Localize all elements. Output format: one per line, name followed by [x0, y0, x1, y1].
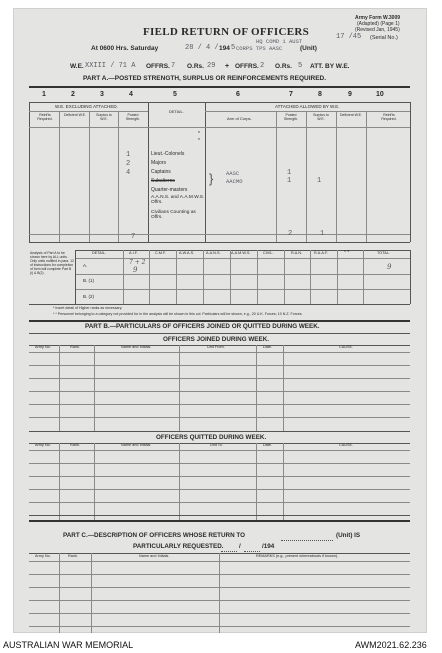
at-line-prefix: At 0600 Hrs. Saturday: [91, 45, 159, 52]
brace: }: [209, 171, 214, 186]
posted-majors: 2: [126, 160, 131, 168]
joined-hdr-unit-from: Unit From.: [207, 345, 225, 349]
footer-left: AUSTRALIAN WAR MEMORIAL: [3, 640, 134, 650]
analysis-label: Analysis of Part A to be shown here by ALL units. Only units notified in para. 12 of instructions for completion of form will complete Part B (i) & B(2).: [30, 251, 74, 276]
ors2-value: 5: [298, 62, 303, 70]
ors-label: O.Rs.: [187, 63, 204, 70]
part-c-title-1: PART C.—DESCRIPTION OF OFFICERS WHOSE RETURN TO: [63, 532, 246, 539]
unit-typed-1: HQ COMD 1 AUST: [256, 38, 303, 45]
total-surplus-att: 1: [320, 230, 325, 238]
part-c-unit-label: (Unit) IS: [336, 532, 361, 539]
hdr-deficient-right: Deficient W.E.: [340, 113, 362, 117]
offrs-label: OFFRS.: [146, 63, 170, 70]
posted-lt-col: 1: [126, 151, 131, 159]
joined-title: OFFICERS JOINED DURING WEEK.: [163, 336, 270, 343]
detail-aans: A.A.N.S. and A.A.M.W.S. Offrs.: [151, 195, 205, 205]
an-hdr-raaf: R.A.A.F.: [314, 251, 328, 255]
detail-marker-1: *: [198, 131, 200, 137]
unit-label: (Unit): [300, 45, 317, 52]
joined-hdr-date: Date.: [263, 345, 273, 349]
hdr-arm: Arm of Corps.: [227, 116, 252, 121]
total-posted-left: 7: [131, 233, 136, 241]
joined-hdr-rank: Rank.: [70, 345, 80, 349]
col-num-2: 2: [71, 91, 75, 98]
quitted-title: OFFICERS QUITTED DURING WEEK.: [156, 434, 267, 441]
arm-aasc: AASC: [226, 170, 240, 177]
note-higher-ranks: * Insert detail of Higher ranks as necessary.: [53, 306, 123, 310]
col-num-7: 7: [289, 91, 293, 98]
serial-label: (Serial No.): [370, 35, 398, 41]
hdr-posted-left: Posted Strength.: [125, 113, 141, 121]
an-hdr-detail: DETAIL.: [92, 251, 107, 255]
detail-qm: Quarter-masters: [151, 187, 188, 193]
at-line-year: 5: [231, 44, 236, 52]
detail-civilians: Civilians Counting as Offrs.: [151, 210, 196, 220]
detail-captains: Captains: [151, 169, 171, 175]
hdr-detail: DETAIL.: [169, 109, 184, 114]
hdr-reinf-right: Reinf'ts Required.: [381, 113, 397, 121]
hdr-surplus-left: Surplus to W.E.: [96, 113, 112, 121]
ors2-label: O.Rs.: [275, 63, 292, 70]
joined-hdr-cause: CAUSE.: [339, 345, 354, 349]
offrs2-label: OFFRS.: [235, 63, 259, 70]
an-hdr-ran: R.A.N.: [291, 251, 303, 255]
part-c-year: /194: [262, 543, 275, 550]
offrs2-value: 2: [260, 62, 265, 70]
col-num-1: 1: [42, 91, 46, 98]
form-adapted: (Adapted) (Page 1): [357, 21, 400, 27]
quitted-hdr-name: Name and Initials.: [121, 443, 152, 447]
plus-sign: +: [225, 63, 230, 70]
an-hdr-aans: A.A.N.S.: [206, 251, 221, 255]
we-typed: XXIII / 71 A: [85, 62, 136, 70]
att-label: ATT. BY W.E.: [310, 63, 350, 70]
col-num-10: 10: [376, 91, 384, 98]
col-num-6: 6: [236, 91, 240, 98]
form-number: Army Form W.3009: [355, 15, 401, 21]
partc-hdr-name: Name and Initials.: [139, 554, 170, 558]
att-posted-2: 1: [287, 177, 292, 185]
att-surplus: 1: [317, 177, 322, 185]
col-num-9: 9: [348, 91, 352, 98]
an-row-b1: B. (1): [83, 278, 95, 283]
total-posted-att: 2: [288, 230, 293, 238]
quitted-hdr-army-no: Army No.: [35, 443, 51, 447]
quitted-hdr-unit-to: Unit To.: [210, 443, 223, 447]
quitted-hdr-cause: CAUSE.: [339, 443, 354, 447]
arm-aacmo: AACMO: [226, 178, 243, 185]
an-aif-a2: 9: [133, 266, 138, 274]
col-num-5: 5: [173, 91, 177, 98]
an-aif-a1: 7 + 2: [129, 259, 146, 266]
partc-hdr-rank: Rank.: [68, 554, 78, 558]
an-hdr-awas: A.W.A.S.: [179, 251, 195, 255]
quitted-hdr-rank: Rank.: [70, 443, 80, 447]
an-row-a: A.: [83, 263, 88, 268]
att-posted-1: 1: [287, 169, 292, 177]
hdr-deficient-left: Deficient W.E.: [64, 113, 86, 117]
note-other-category: * * Personnel belonging to a category not provided for in the analysis will be shown in this col. Particulars will be shown, e.g., 20 U.K. Forces; 10 N.Z. Forces.: [53, 312, 303, 316]
form-title: FIELD RETURN OF OFFICERS: [143, 26, 310, 38]
part-c-date-sep: /: [239, 543, 241, 550]
joined-hdr-army-no: Army No.: [35, 345, 51, 349]
part-b-title: PART B.—PARTICULARS OF OFFICERS JOINED OR QUITTED DURING WEEK.: [85, 323, 320, 330]
col-num-3: 3: [100, 91, 104, 98]
an-total-a: 9: [387, 263, 392, 271]
group-left-header: W.E. EXCLUDING ATTACHED.: [55, 104, 118, 109]
col-num-8: 8: [318, 91, 322, 98]
at-line-year-prefix: 194: [219, 45, 230, 52]
we-label: W.E.: [70, 63, 84, 70]
detail-subalterns: Subalterns: [151, 178, 175, 184]
hdr-posted-right: Posted Strength.: [283, 113, 299, 121]
detail-majors: Majors: [151, 160, 167, 166]
an-hdr-aif: A.I.F.: [129, 251, 138, 255]
ors-value: 29: [207, 62, 216, 70]
an-hdr-total: TOTAL.: [377, 251, 390, 255]
serial-value: 17 /45: [336, 33, 362, 41]
posted-captains: 4: [126, 169, 131, 177]
form-sheet: [13, 8, 427, 633]
part-a-title: PART A.—POSTED STRENGTH, SURPLUS OR REINFORCEMENTS REQUIRED.: [83, 75, 327, 82]
part-c-title-2: PARTICULARLY REQUESTED.: [133, 543, 224, 550]
detail-lt-col: Lieut.-Colonels: [151, 151, 185, 157]
group-right-header: ATTACHED ALLOWED BY W.E.: [275, 104, 340, 109]
an-hdr-civil: CIVIL.: [263, 251, 274, 255]
at-line-date: 28 / 4 /: [185, 44, 219, 52]
an-hdr-aamws: A.A.M.W.S.: [231, 251, 251, 255]
joined-hdr-name: Name and Initials.: [121, 345, 152, 349]
an-row-b2: B. (2): [83, 294, 95, 299]
hdr-surplus-right: Surplus to W.E.: [313, 113, 329, 121]
unit-typed-2: CORPS TPS AASC: [236, 45, 283, 52]
an-hdr-cmf: C.M.F.: [155, 251, 166, 255]
detail-marker-2: *: [198, 138, 200, 144]
an-hdr-other: * *: [344, 250, 350, 256]
offrs-value: 7: [171, 62, 176, 70]
hdr-reinf-left: Reinf'ts Required.: [37, 113, 53, 121]
col-num-4: 4: [129, 91, 133, 98]
form-revised: (Revised Jan, 1945): [355, 27, 400, 33]
partc-hdr-army-no: Army No.: [35, 554, 51, 558]
quitted-hdr-date: Date.: [263, 443, 273, 447]
partc-hdr-remarks: REMARKS (e.g., present whereabouts if known).: [256, 554, 339, 558]
footer-right: AWM2021.62.236: [355, 640, 427, 650]
